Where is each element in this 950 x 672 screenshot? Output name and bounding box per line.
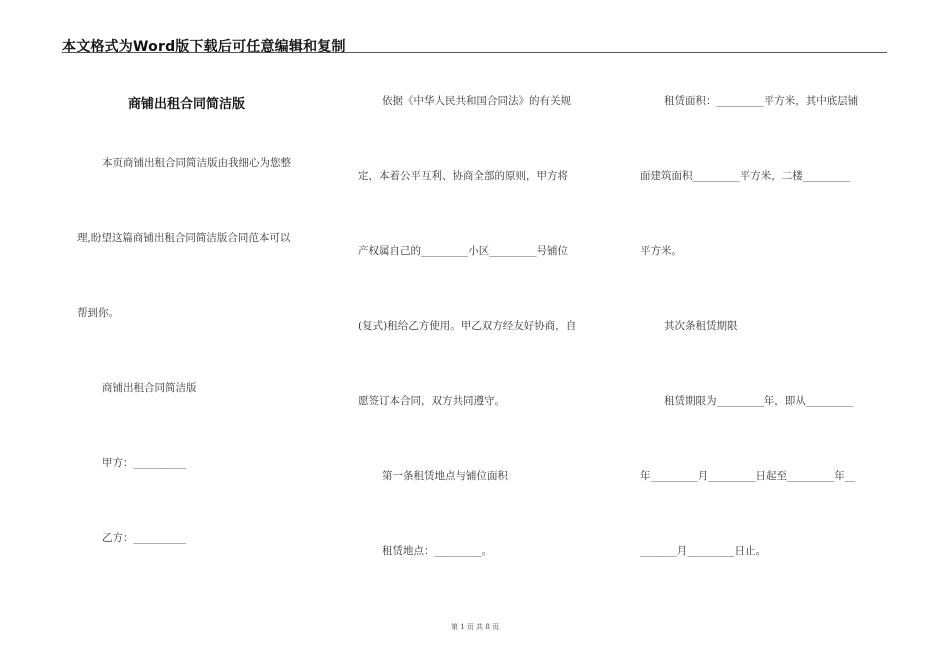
document-header: 本文格式为Word版下载后可任意编辑和复制	[62, 39, 346, 55]
paragraph-line: 租赁面积：_________平方米，其中底层铺	[664, 95, 859, 107]
party-a-line: 甲方：__________	[102, 457, 186, 469]
paragraph-line: 年_________月_________日起至_________年__	[640, 470, 856, 482]
party-b-line: 乙方：__________	[102, 532, 186, 544]
page-footer: 第 1 页 共 8 页	[450, 623, 500, 631]
document-title: 商铺出租合同简洁版	[128, 97, 246, 112]
paragraph-line: 理,盼望这篇商铺出租合同简洁版合同范本可以	[77, 232, 291, 244]
paragraph-line: _______月_________日止。	[640, 545, 766, 557]
paragraph-line: 面建筑面积_________平方米，二楼_________	[640, 170, 850, 182]
paragraph-line: 产权属自己的_________小区_________号铺位	[358, 245, 568, 257]
paragraph-line: 本页商铺出租合同简洁版由我细心为您整	[102, 157, 291, 169]
paragraph-line: 租赁期限为_________年，即从_________	[664, 395, 853, 407]
subtitle-line: 商铺出租合同简洁版	[102, 382, 197, 394]
section-heading: 第一条租赁地点与铺位面积	[382, 470, 508, 482]
paragraph-line: 定，本着公平互利、协商全部的原则，甲方将	[358, 170, 568, 182]
paragraph-line: (复式)租给乙方使用。甲乙双方经友好协商，自	[358, 320, 577, 332]
section-heading: 其次条租赁期限	[664, 320, 738, 332]
paragraph-line: 依据《中华人民共和国合同法》的有关规	[382, 95, 571, 107]
paragraph-line: 愿签订本合同，双方共同遵守。	[358, 395, 505, 407]
paragraph-line: 帮到你。	[77, 307, 119, 319]
header-divider	[62, 52, 887, 53]
paragraph-line: 平方米。	[640, 245, 682, 257]
paragraph-line: 租赁地点：_________。	[382, 545, 493, 557]
